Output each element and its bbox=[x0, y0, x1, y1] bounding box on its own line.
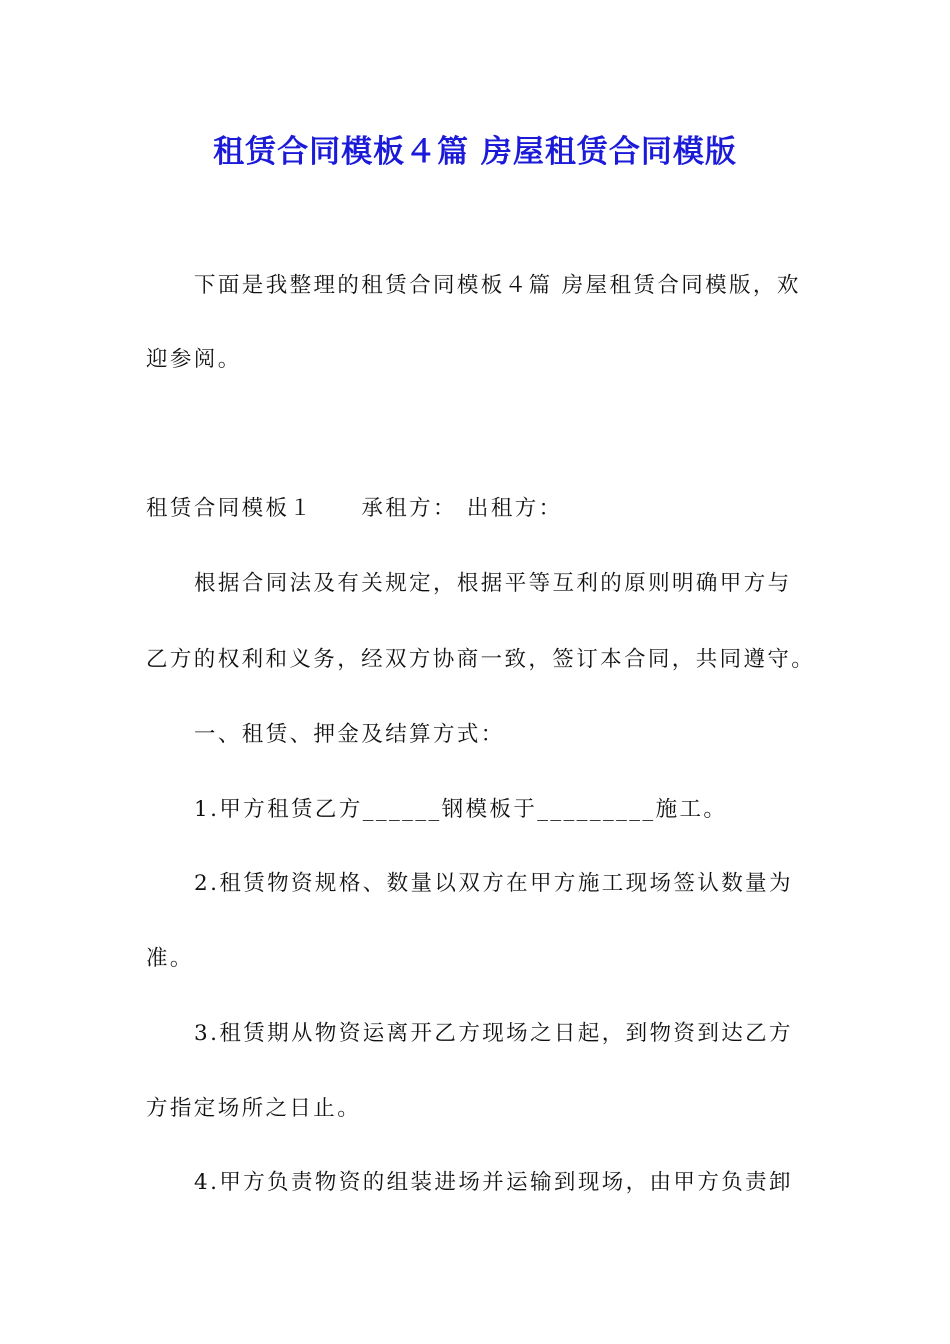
intro-line-2: 迎参阅。 bbox=[146, 347, 242, 372]
para1-line-1: 根据合同法及有关规定，根据平等互利的原则明确甲方与 bbox=[194, 571, 792, 596]
item-1: 1.甲方租赁乙方______钢模板于_________施工。 bbox=[194, 797, 728, 822]
section-header bbox=[146, 491, 826, 527]
item-3-line-1: 3.租赁期从物资运离开乙方现场之日起，到物资到达乙方 bbox=[194, 1021, 793, 1046]
para1-line-2: 乙方的权利和义务，经双方协商一致，签订本合同，共同遵守。 bbox=[146, 647, 816, 672]
item-2-line-1: 2.租赁物资规格、数量以双方在甲方施工现场签认数量为 bbox=[194, 871, 793, 896]
heading-1: 一、租赁、押金及结算方式： bbox=[194, 722, 505, 747]
tenant-label: 承租方： bbox=[361, 496, 457, 521]
intro-line-1: 下面是我整理的租赁合同模板４篇 房屋租赁合同模版，欢 bbox=[194, 273, 801, 298]
section-label: 租赁合同模板１ bbox=[146, 496, 314, 521]
item-2-line-2: 准。 bbox=[146, 946, 194, 971]
lessor-label: 出租方： bbox=[466, 496, 563, 521]
item-3-line-2: 方指定场所之日止。 bbox=[146, 1096, 362, 1121]
item-4-line-1: 4.甲方负责物资的组装进场并运输到现场，由甲方负责卸 bbox=[194, 1170, 793, 1195]
document-title: 租赁合同模板４篇 房屋租赁合同模版 bbox=[213, 134, 737, 170]
